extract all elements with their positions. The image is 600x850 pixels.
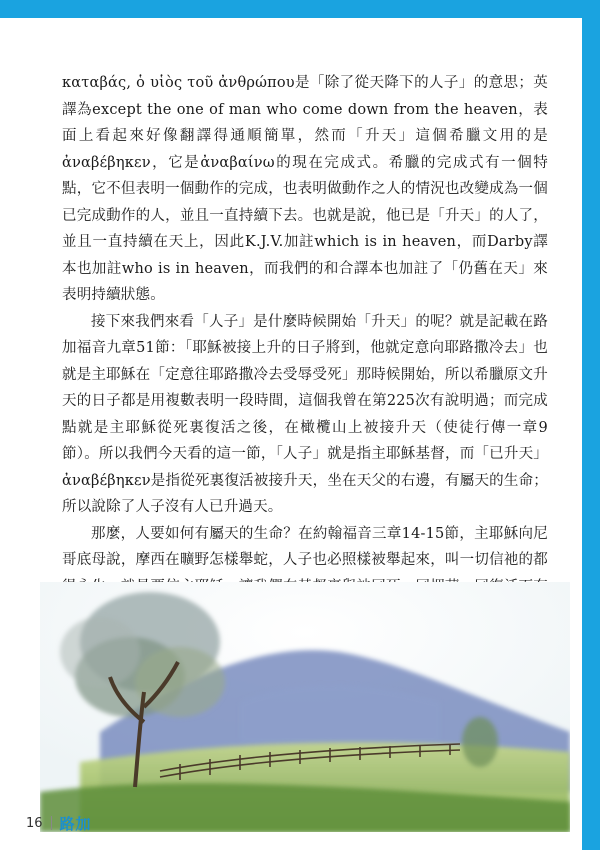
page-number: 16 xyxy=(26,815,43,831)
paragraph-1: καταβάς, ὁ υἱὸς τοῦ ἀνθρώπου是「除了從天降下的人子」的意思；英譯為except the one of man who come down from the heaven，表面上看起來好像翻譯得通順簡單，然而「升天」這個希臘文用的是ἀναβέβηκεν，它是ἀναβαίνω的現在完成式。希臘的完成式有一個特點，它不但表明一個動作的完成，也表明做動作之人的情況也改變成為一個已完成動作的人，並且一直持續下去。也就是說，他已是「升天」的人了，並且一直持續在天上，因此K.J.V.加註which is in heaven，而Darby譯本也加註who is in heaven，而我們的和合譯本也加註了「仍舊在天」來表明持續狀態。 xyxy=(62,75,548,303)
paragraph-2: 接下來我們來看「人子」是什麼時候開始「升天」的呢？就是記載在路加福音九章51節：「耶穌被接上升的日子將到，他就定意向耶路撒冷去」也就是主耶穌在「定意往耶路撒冷去受辱受死」那時候開始，所以希臘原文升天的日子都是用複數表明一段時間，這個我曾在第225次有說明過；而完成點就是主耶穌從死裏復活之後，在橄欖山上被接升天（使徒行傳一章9節）。所以我們今天看的這一節，「人子」就是指主耶穌基督，而「已升天」ἀναβέβηκεν是指從死裏復活被接升天，坐在天父的右邊，有屬天的生命；所以說除了人子沒有人已升過天。 xyxy=(62,313,548,515)
magazine-logo: 路加 xyxy=(59,814,92,833)
page-footer xyxy=(26,812,92,834)
footer-divider xyxy=(51,816,52,830)
paragraph-3-text: 那麼，人要如何有屬天的生命？在約翰福音三章14-15節，主耶穌向尼哥底母說，摩西在曠野怎樣舉蛇，人子也必照樣被舉起來，叫一切信祂的都 xyxy=(62,525,548,568)
article-body xyxy=(62,70,548,627)
watercolor-landscape-illustration xyxy=(40,582,570,832)
